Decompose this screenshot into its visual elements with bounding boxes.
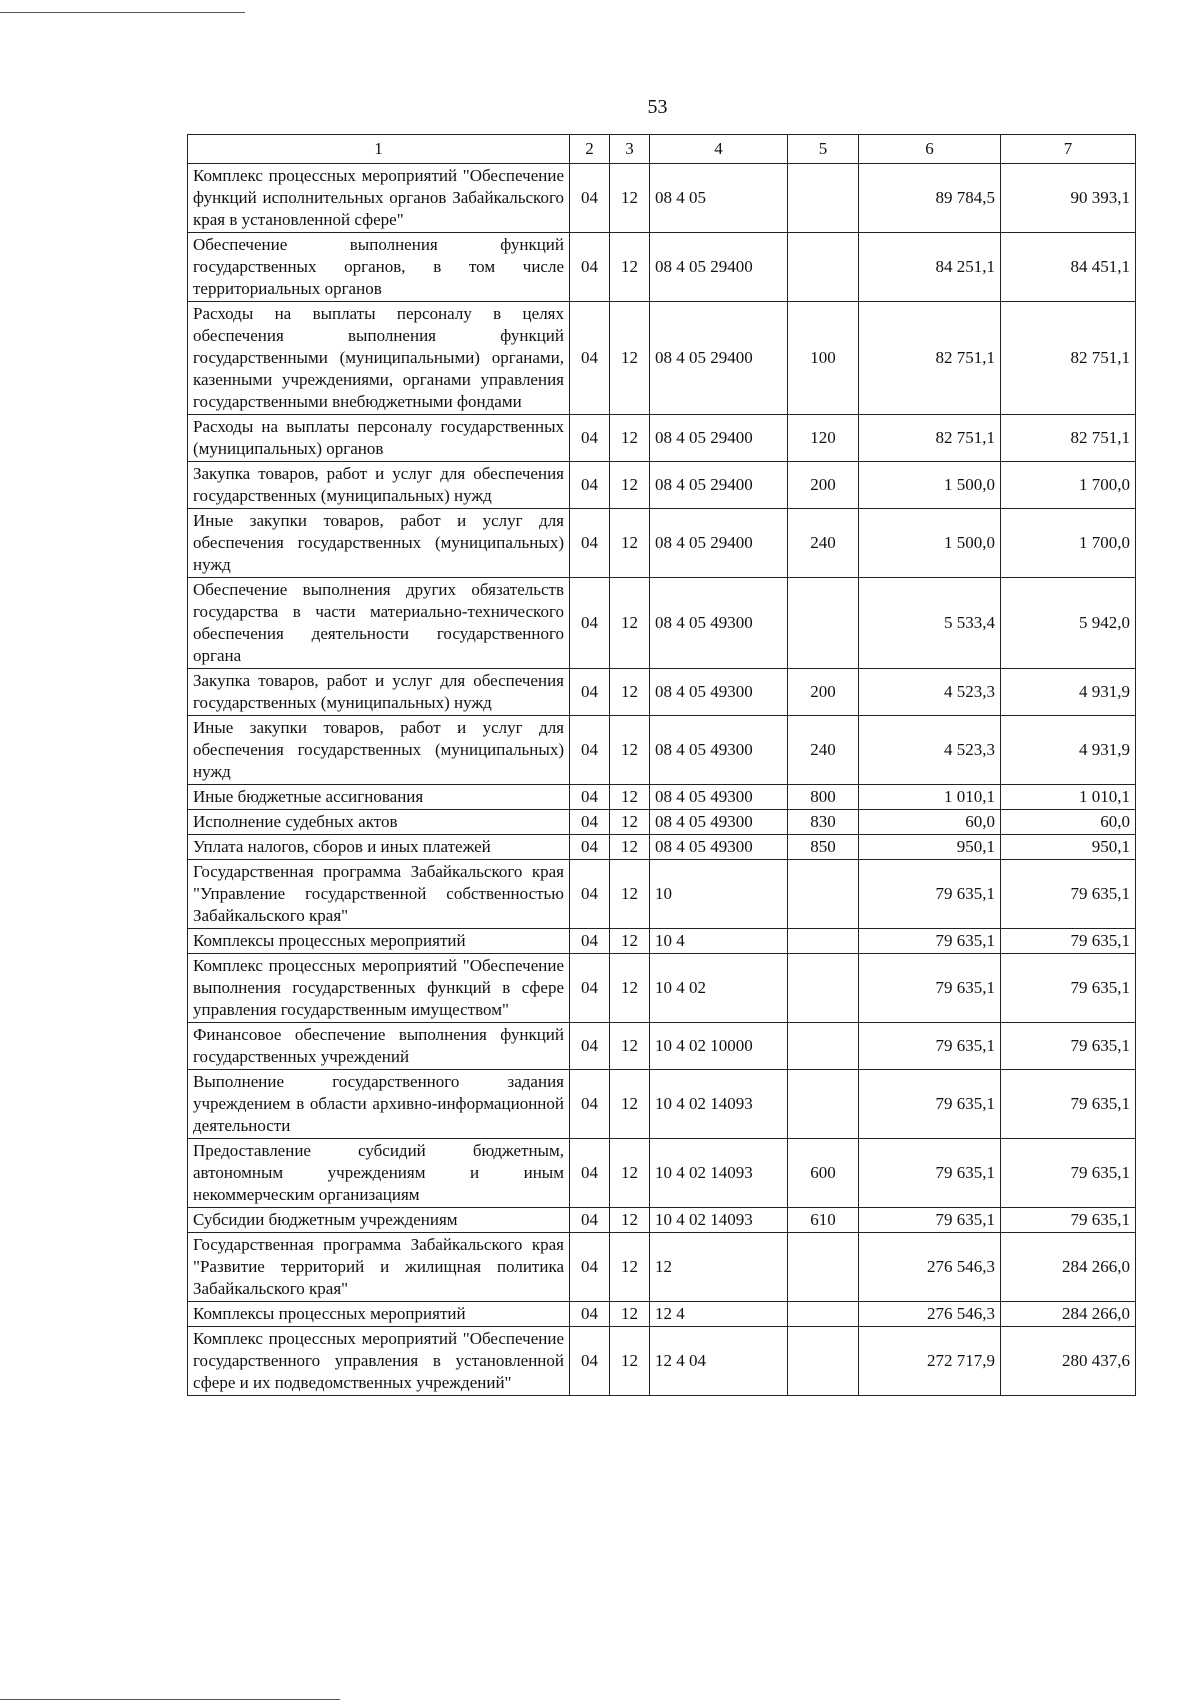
section-code-cell: 04 [570,785,610,810]
section-code-cell: 04 [570,233,610,302]
amount-year1-cell: 4 523,3 [859,716,1001,785]
row-name-cell: Предоставление субсидий бюджетным, автономным учреждениям и иным некоммерческим организациям [188,1139,570,1208]
target-article-cell: 08 4 05 29400 [650,415,788,462]
subsection-code-cell: 12 [610,1302,650,1327]
subsection-code-cell: 12 [610,462,650,509]
expense-type-cell: 100 [788,302,859,415]
section-code-cell: 04 [570,810,610,835]
expense-type-cell: 800 [788,785,859,810]
amount-year1-cell: 79 635,1 [859,1070,1001,1139]
row-name-cell: Исполнение судебных актов [188,810,570,835]
row-name-cell: Уплата налогов, сборов и иных платежей [188,835,570,860]
target-article-cell: 08 4 05 [650,164,788,233]
row-name-cell: Финансовое обеспечение выполнения функций государственных учреждений [188,1023,570,1070]
amount-year1-cell: 60,0 [859,810,1001,835]
table-row [188,578,1136,669]
table-row [188,233,1136,302]
subsection-code-cell: 12 [610,954,650,1023]
amount-year1-cell: 79 635,1 [859,860,1001,929]
table-row [188,716,1136,785]
amount-year2-cell: 84 451,1 [1001,233,1136,302]
amount-year1-cell: 84 251,1 [859,233,1001,302]
amount-year1-cell: 79 635,1 [859,954,1001,1023]
target-article-cell: 12 4 [650,1302,788,1327]
amount-year2-cell: 1 700,0 [1001,462,1136,509]
subsection-code-cell: 12 [610,860,650,929]
target-article-cell: 08 4 05 49300 [650,835,788,860]
row-name-cell: Комплекс процессных мероприятий "Обеспечение государственного управления в установленной сфере и их подведомственных учреждений" [188,1327,570,1396]
column-header: 5 [788,135,859,164]
target-article-cell: 10 [650,860,788,929]
section-code-cell: 04 [570,929,610,954]
amount-year2-cell: 4 931,9 [1001,716,1136,785]
subsection-code-cell: 12 [610,716,650,785]
subsection-code-cell: 12 [610,415,650,462]
target-article-cell: 08 4 05 49300 [650,785,788,810]
column-header: 2 [570,135,610,164]
amount-year1-cell: 82 751,1 [859,415,1001,462]
amount-year1-cell: 1 500,0 [859,462,1001,509]
table-row [188,415,1136,462]
subsection-code-cell: 12 [610,785,650,810]
table-row [188,1139,1136,1208]
table-row [188,785,1136,810]
expense-type-cell [788,860,859,929]
expense-type-cell: 200 [788,462,859,509]
target-article-cell: 08 4 05 29400 [650,233,788,302]
expense-type-cell: 240 [788,509,859,578]
target-article-cell: 10 4 02 10000 [650,1023,788,1070]
expense-type-cell [788,233,859,302]
target-article-cell: 12 [650,1233,788,1302]
table-row [188,509,1136,578]
expense-type-cell [788,578,859,669]
table-row [188,164,1136,233]
row-name-cell: Иные закупки товаров, работ и услуг для обеспечения государственных (муниципальных) нужд [188,509,570,578]
amount-year2-cell: 79 635,1 [1001,1070,1136,1139]
row-name-cell: Государственная программа Забайкальского края "Развитие территорий и жилищная политика Забайкальского края" [188,1233,570,1302]
subsection-code-cell: 12 [610,233,650,302]
row-name-cell: Расходы на выплаты персоналу государственных (муниципальных) органов [188,415,570,462]
row-name-cell: Обеспечение выполнения других обязательств государства в части материально-технического обеспечения деятельности государственного органа [188,578,570,669]
section-code-cell: 04 [570,1302,610,1327]
subsection-code-cell: 12 [610,1139,650,1208]
amount-year2-cell: 5 942,0 [1001,578,1136,669]
amount-year2-cell: 60,0 [1001,810,1136,835]
amount-year2-cell: 1 010,1 [1001,785,1136,810]
row-name-cell: Комплексы процессных мероприятий [188,1302,570,1327]
target-article-cell: 08 4 05 29400 [650,462,788,509]
target-article-cell: 10 4 02 14093 [650,1070,788,1139]
amount-year2-cell: 950,1 [1001,835,1136,860]
row-name-cell: Расходы на выплаты персоналу в целях обеспечения выполнения функций государственными (муниципальными) органами, казенными учреждениями, органами управления государственными внебюджетными фондами [188,302,570,415]
column-header: 6 [859,135,1001,164]
amount-year1-cell: 276 546,3 [859,1302,1001,1327]
scan-artifact-line [0,1699,340,1700]
expense-type-cell [788,1233,859,1302]
subsection-code-cell: 12 [610,1023,650,1070]
section-code-cell: 04 [570,1139,610,1208]
expense-type-cell: 200 [788,669,859,716]
amount-year2-cell: 82 751,1 [1001,415,1136,462]
section-code-cell: 04 [570,164,610,233]
amount-year1-cell: 89 784,5 [859,164,1001,233]
subsection-code-cell: 12 [610,164,650,233]
expense-type-cell [788,954,859,1023]
amount-year1-cell: 79 635,1 [859,1139,1001,1208]
section-code-cell: 04 [570,1233,610,1302]
amount-year1-cell: 1 500,0 [859,509,1001,578]
table-row [188,1233,1136,1302]
subsection-code-cell: 12 [610,669,650,716]
amount-year1-cell: 79 635,1 [859,1023,1001,1070]
amount-year1-cell: 79 635,1 [859,929,1001,954]
expense-type-cell: 240 [788,716,859,785]
page-number: 53 [647,96,668,118]
table-row [188,669,1136,716]
table-row [188,1302,1136,1327]
target-article-cell: 10 4 [650,929,788,954]
table-header-row [188,135,1136,164]
table-row [188,810,1136,835]
subsection-code-cell: 12 [610,929,650,954]
expense-type-cell: 120 [788,415,859,462]
subsection-code-cell: 12 [610,1070,650,1139]
amount-year1-cell: 276 546,3 [859,1233,1001,1302]
amount-year1-cell: 82 751,1 [859,302,1001,415]
amount-year2-cell: 79 635,1 [1001,1023,1136,1070]
section-code-cell: 04 [570,509,610,578]
table-row [188,860,1136,929]
amount-year1-cell: 950,1 [859,835,1001,860]
row-name-cell: Комплекс процессных мероприятий "Обеспечение функций исполнительных органов Забайкальского края в установленной сфере" [188,164,570,233]
budget-table [187,134,1136,1396]
table-row [188,462,1136,509]
amount-year2-cell: 284 266,0 [1001,1302,1136,1327]
row-name-cell: Закупка товаров, работ и услуг для обеспечения государственных (муниципальных) нужд [188,462,570,509]
target-article-cell: 08 4 05 49300 [650,716,788,785]
subsection-code-cell: 12 [610,509,650,578]
table-row [188,835,1136,860]
section-code-cell: 04 [570,1023,610,1070]
column-header: 3 [610,135,650,164]
expense-type-cell: 830 [788,810,859,835]
amount-year1-cell: 79 635,1 [859,1208,1001,1233]
section-code-cell: 04 [570,1070,610,1139]
target-article-cell: 08 4 05 49300 [650,578,788,669]
section-code-cell: 04 [570,415,610,462]
section-code-cell: 04 [570,716,610,785]
section-code-cell: 04 [570,302,610,415]
amount-year1-cell: 272 717,9 [859,1327,1001,1396]
subsection-code-cell: 12 [610,810,650,835]
amount-year2-cell: 1 700,0 [1001,509,1136,578]
section-code-cell: 04 [570,578,610,669]
section-code-cell: 04 [570,1208,610,1233]
table-body [188,164,1136,1396]
expense-type-cell [788,929,859,954]
target-article-cell: 08 4 05 29400 [650,302,788,415]
expense-type-cell [788,1327,859,1396]
amount-year2-cell: 79 635,1 [1001,954,1136,1023]
section-code-cell: 04 [570,954,610,1023]
table-row [188,954,1136,1023]
target-article-cell: 08 4 05 49300 [650,810,788,835]
amount-year1-cell: 4 523,3 [859,669,1001,716]
row-name-cell: Комплекс процессных мероприятий "Обеспечение выполнения государственных функций в сфере управления государственным имуществом" [188,954,570,1023]
amount-year1-cell: 5 533,4 [859,578,1001,669]
column-header: 7 [1001,135,1136,164]
expense-type-cell: 610 [788,1208,859,1233]
expense-type-cell [788,164,859,233]
amount-year2-cell: 284 266,0 [1001,1233,1136,1302]
target-article-cell: 08 4 05 49300 [650,669,788,716]
section-code-cell: 04 [570,462,610,509]
target-article-cell: 10 4 02 [650,954,788,1023]
subsection-code-cell: 12 [610,302,650,415]
subsection-code-cell: 12 [610,1208,650,1233]
scan-artifact-line [0,12,245,13]
target-article-cell: 08 4 05 29400 [650,509,788,578]
amount-year2-cell: 4 931,9 [1001,669,1136,716]
table-row [188,302,1136,415]
expense-type-cell: 850 [788,835,859,860]
table-row [188,1327,1136,1396]
table-row [188,929,1136,954]
target-article-cell: 10 4 02 14093 [650,1208,788,1233]
row-name-cell: Закупка товаров, работ и услуг для обеспечения государственных (муниципальных) нужд [188,669,570,716]
section-code-cell: 04 [570,1327,610,1396]
column-header: 1 [188,135,570,164]
subsection-code-cell: 12 [610,1327,650,1396]
expense-type-cell [788,1302,859,1327]
target-article-cell: 12 4 04 [650,1327,788,1396]
amount-year2-cell: 280 437,6 [1001,1327,1136,1396]
table-row [188,1208,1136,1233]
expense-type-cell: 600 [788,1139,859,1208]
amount-year2-cell: 79 635,1 [1001,860,1136,929]
amount-year2-cell: 90 393,1 [1001,164,1136,233]
section-code-cell: 04 [570,860,610,929]
row-name-cell: Обеспечение выполнения функций государственных органов, в том числе территориальных органов [188,233,570,302]
expense-type-cell [788,1070,859,1139]
table-row [188,1070,1136,1139]
amount-year2-cell: 79 635,1 [1001,1208,1136,1233]
section-code-cell: 04 [570,835,610,860]
amount-year2-cell: 79 635,1 [1001,929,1136,954]
section-code-cell: 04 [570,669,610,716]
row-name-cell: Выполнение государственного задания учреждением в области архивно-информационной деятельности [188,1070,570,1139]
amount-year1-cell: 1 010,1 [859,785,1001,810]
subsection-code-cell: 12 [610,1233,650,1302]
column-header: 4 [650,135,788,164]
row-name-cell: Комплексы процессных мероприятий [188,929,570,954]
table-row [188,1023,1136,1070]
row-name-cell: Иные закупки товаров, работ и услуг для обеспечения государственных (муниципальных) нужд [188,716,570,785]
amount-year2-cell: 82 751,1 [1001,302,1136,415]
subsection-code-cell: 12 [610,578,650,669]
row-name-cell: Государственная программа Забайкальского края "Управление государственной собственностью Забайкальского края" [188,860,570,929]
row-name-cell: Иные бюджетные ассигнования [188,785,570,810]
subsection-code-cell: 12 [610,835,650,860]
expense-type-cell [788,1023,859,1070]
row-name-cell: Субсидии бюджетным учреждениям [188,1208,570,1233]
amount-year2-cell: 79 635,1 [1001,1139,1136,1208]
target-article-cell: 10 4 02 14093 [650,1139,788,1208]
